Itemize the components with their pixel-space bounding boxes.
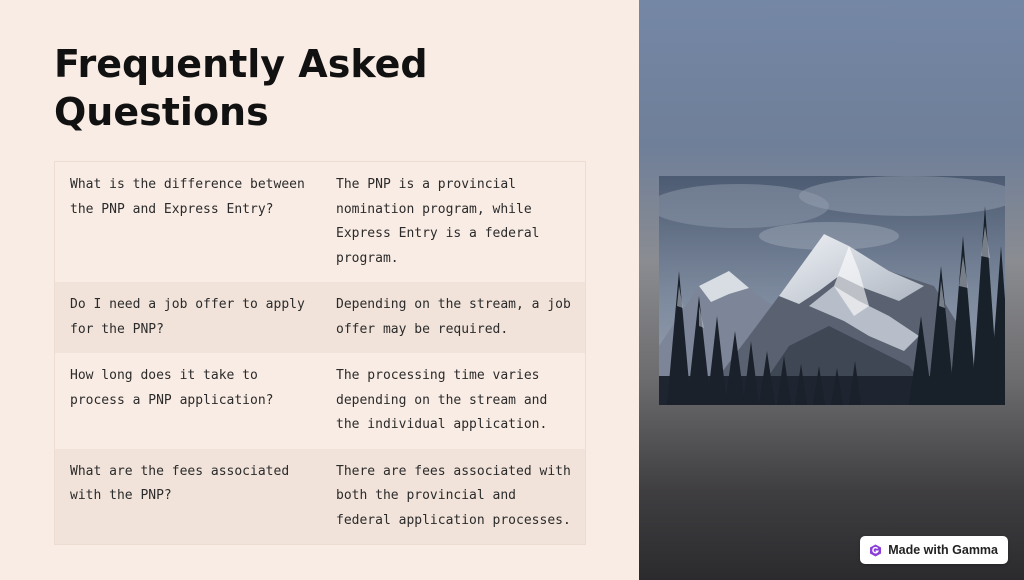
gamma-logo-icon xyxy=(869,544,882,557)
faq-answer: There are fees associated with both the provincial and federal application processes. xyxy=(336,463,571,528)
faq-question: What is the difference between the PNP and Express Entry? xyxy=(70,177,305,217)
faq-answer: The processing time varies depending on the stream and the individual application. xyxy=(336,368,548,432)
faq-table xyxy=(54,161,586,545)
table-row xyxy=(55,162,585,282)
faq-question: How long does it take to process a PNP application? xyxy=(70,368,274,408)
made-with-gamma-badge[interactable] xyxy=(860,536,1008,564)
faq-answer: Depending on the stream, a job offer may be required. xyxy=(336,297,571,337)
mountain-landscape-photo xyxy=(659,176,1005,405)
image-panel xyxy=(639,0,1024,580)
badge-label: Made with Gamma xyxy=(888,543,998,557)
faq-question: What are the fees associated with the PNP? xyxy=(70,463,290,503)
faq-answer: The PNP is a provincial nomination program, while Express Entry is a federal program. xyxy=(336,177,540,266)
table-row xyxy=(55,282,585,353)
mountain-scene-illustration xyxy=(659,176,1005,405)
table-row xyxy=(55,449,585,545)
table-row xyxy=(55,353,585,449)
page-title: Frequently Asked Questions xyxy=(54,42,428,134)
faq-question: Do I need a job offer to apply for the PNP? xyxy=(70,297,305,337)
